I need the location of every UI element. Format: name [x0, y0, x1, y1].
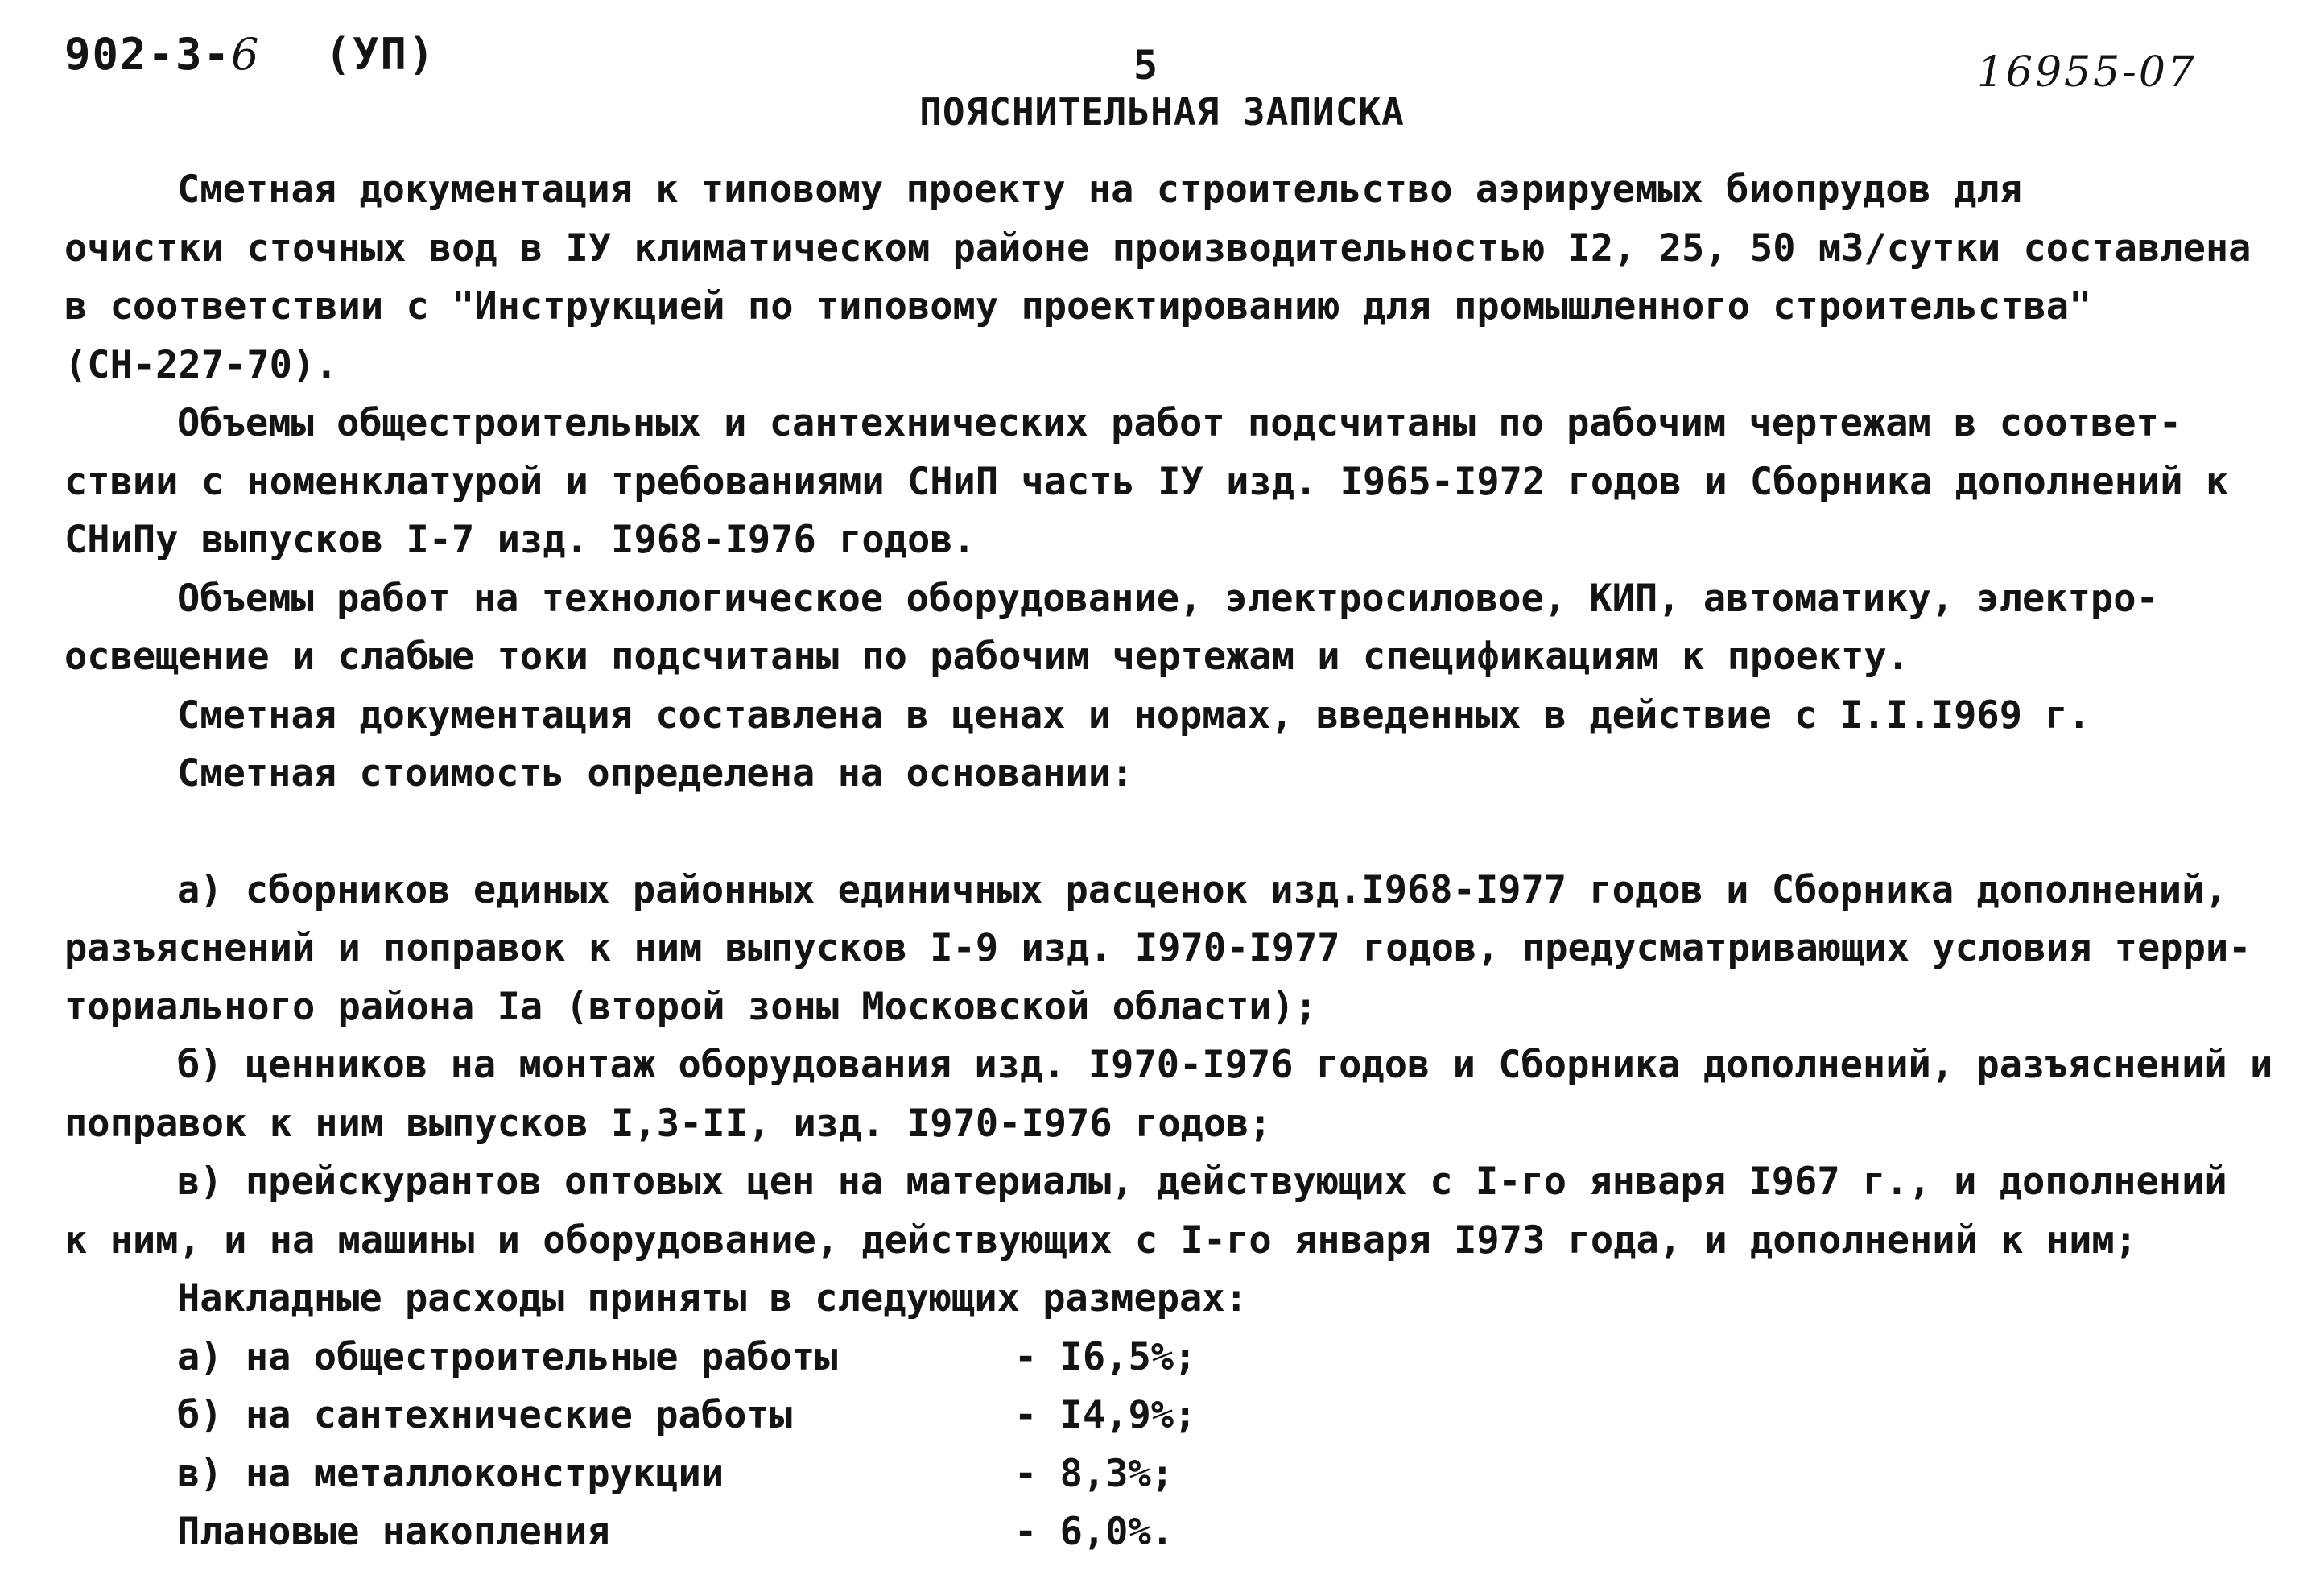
- design-stage: (УП): [324, 29, 436, 80]
- archive-number: 16955-07: [1976, 48, 2197, 97]
- paragraph-line: Объемы общестроительных и сантехнических работ подсчитаны по рабочим чертежам в соответ-: [177, 401, 2182, 445]
- overhead-rate-value: - 6,0%.: [1014, 1510, 1174, 1554]
- paragraph-line: освещение и слабые токи подсчитаны по рабочим чертежам и спецификациям к проекту.: [64, 635, 1910, 679]
- list-item-line: разъяснений и поправок к ним выпусков I-9 изд. I970-I977 годов, предусматривающих условия терри-: [64, 926, 2252, 970]
- document-code-handwritten: 6: [231, 29, 261, 80]
- overhead-rate-row: [64, 1503, 2286, 1562]
- list-item-line: к ним, и на машины и оборудование, действующих с I-го января I973 года, и дополнений к ним;: [64, 1217, 2137, 1263]
- paragraph-line: ствии с номенклатурой и требованиями СНиП часть IУ изд. I965-I972 годов и Сборника дополнений к: [64, 459, 2229, 504]
- document-title: ПОЯСНИТЕЛЬНАЯ ЗАПИСКА: [919, 90, 1405, 134]
- paragraph-line: Сметная документация к типовому проекту на строительство аэрируемых биопрудов для: [177, 167, 2023, 212]
- list-item-line: в) прейскурантов оптовых цен на материалы, действующих с I-го января I967 г., и дополнений: [177, 1160, 2227, 1204]
- overhead-rate-value: - I4,9%;: [1014, 1393, 1197, 1437]
- page-number: 5: [1133, 42, 1158, 89]
- overhead-rate-value: - 8,3%;: [1014, 1451, 1174, 1496]
- overhead-rate-row: [64, 1445, 2286, 1504]
- overhead-rate-label: Плановые накопления: [177, 1510, 610, 1554]
- list-item-line: б) ценников на монтаж оборудования изд. I970-I976 годов и Сборника дополнений, разъяснений и: [177, 1043, 2273, 1087]
- paragraph-line: Сметная документация составлена в ценах и нормах, введенных в действие с I.I.I969 г.: [177, 692, 2091, 738]
- paragraph-line: Объемы работ на технологическое оборудование, электросиловое, КИП, автоматику, электро-: [177, 576, 2159, 621]
- overhead-rate-label: а) на общестроительные работы: [177, 1334, 838, 1379]
- paragraph-line: в соответствии с "Инструкцией по типовому проектированию для промышленного строительства": [64, 284, 2092, 329]
- document-code: [64, 29, 435, 80]
- paragraph-line: СНиПу выпусков I-7 изд. I968-I976 годов.: [64, 518, 976, 562]
- list-item-line: ториального района Iа (второй зоны Московской области);: [64, 984, 1318, 1029]
- overhead-rate-row: [64, 1329, 2286, 1387]
- overhead-rate-label: б) на сантехнические работы: [177, 1393, 793, 1437]
- list-item-line: поправок к ним выпусков I,3-II, изд. I970-I976 годов;: [64, 1101, 1272, 1146]
- paragraph-line: Сметная стоимость определена на основании:: [177, 751, 1134, 796]
- overhead-rate-row: [64, 1387, 2286, 1445]
- document-body: [64, 161, 2286, 1562]
- paragraph-line: (СН-227-70).: [64, 342, 338, 387]
- overhead-rate-value: - I6,5%;: [1014, 1334, 1197, 1379]
- spacer: [64, 804, 2286, 862]
- paragraph-line: очистки сточных вод в IУ климатическом районе производительностью I2, 25, 50 м3/сутки составлена: [64, 225, 2252, 271]
- list-item-line: а) сборников единых районных единичных расценок изд.I968-I977 годов и Сборника дополнений,: [177, 867, 2227, 912]
- overhead-rate-label: в) на металлоконструкции: [177, 1451, 724, 1496]
- overheads-intro: Накладные расходы приняты в следующих размерах:: [177, 1276, 1248, 1321]
- document-code-prefix: 902-3-: [64, 29, 232, 80]
